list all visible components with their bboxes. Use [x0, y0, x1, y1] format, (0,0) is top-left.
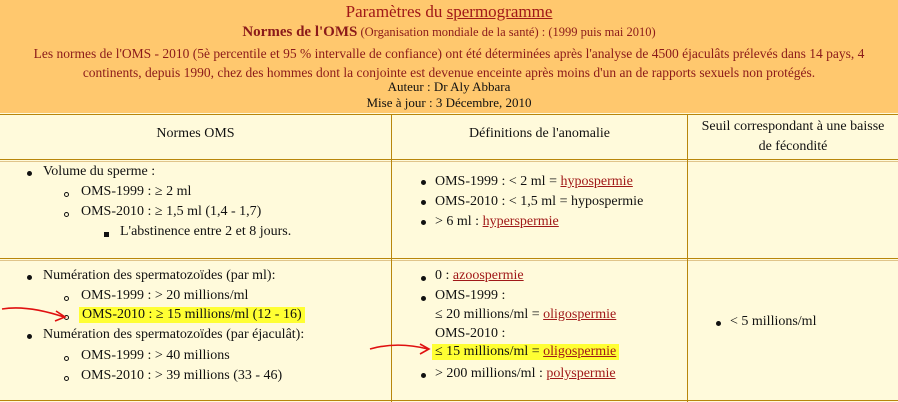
circle-bullet-icon — [64, 296, 69, 301]
circle-bullet-icon — [64, 192, 69, 197]
threshold-count: < 5 millions/ml — [730, 314, 817, 329]
def-volume-high: > 6 ml : hyperspermie — [435, 214, 559, 229]
description: Les normes de l'OMS - 2010 (5è percentile et 95 % intervalle de confiance) ont été déterminées après l'analyse de 4500 éjaculâts prélevés dans 14 pays, 4 continents, depuis 1990, chez des hommes dont la conjointe est devenue enceinte après moins d'un an de rapports sexuels non protégés. — [33, 46, 865, 80]
page-title: Paramètres du spermogramme — [345, 2, 553, 21]
col-header-threshold: Seuil correspondant à une baisse de fécondité — [701, 119, 885, 154]
def-count-1999: ≤ 20 millions/ml = oligospermie — [435, 307, 617, 322]
table-border-top — [0, 114, 898, 115]
row-divider — [0, 258, 898, 259]
col-header-norms: Normes OMS — [156, 126, 235, 141]
norms-table — [0, 113, 898, 402]
oligospermie-link[interactable]: oligospermie — [543, 307, 617, 322]
bullet-icon — [27, 171, 32, 176]
def-azoospermie: 0 : azoospermie — [435, 268, 524, 283]
def-count-2010-highlighted: ≤ 15 millions/ml = oligospermie — [432, 344, 619, 360]
count-per-ml-label: Numération des spermatozoïdes (par ml): — [43, 268, 276, 283]
bullet-icon — [421, 276, 426, 281]
table-border-bottom — [0, 400, 898, 401]
count-ml-2010-highlighted: OMS-2010 : ≥ 15 millions/ml (12 - 16) — [79, 307, 305, 323]
spermogramme-link[interactable]: spermogramme — [446, 2, 553, 21]
page-header — [0, 0, 898, 113]
oligospermie-link-2[interactable]: oligospermie — [543, 344, 617, 359]
bullet-icon — [421, 200, 426, 205]
square-bullet-icon — [104, 232, 109, 237]
count-ejac-1999: OMS-1999 : > 40 millions — [81, 348, 230, 363]
hypospermie-link[interactable]: hypospermie — [560, 174, 633, 189]
update-date: Mise à jour : 3 Décembre, 2010 — [366, 95, 532, 110]
page-subtitle: Normes de l'OMS (Organisation mondiale de la santé) : (1999 puis mai 2010) — [242, 24, 656, 40]
bullet-icon — [421, 180, 426, 185]
col-divider-2 — [687, 114, 688, 402]
row-divider-shadow — [0, 260, 898, 261]
table-header-divider — [0, 159, 898, 160]
annotation-arrow-icon — [368, 339, 434, 359]
count-ml-1999: OMS-1999 : > 20 millions/ml — [81, 288, 249, 303]
bullet-icon — [27, 275, 32, 280]
circle-bullet-icon — [64, 212, 69, 217]
table-header-divider-shadow — [0, 161, 898, 162]
def-count-2010-label: OMS-2010 : — [435, 326, 506, 341]
count-per-ejaculate-label: Numération des spermatozoïdes (par éjaculât): — [43, 327, 305, 342]
volume-label: Volume du sperme : — [43, 164, 156, 179]
bullet-icon — [421, 296, 426, 301]
circle-bullet-icon — [64, 356, 69, 361]
bullet-icon — [716, 321, 721, 326]
abstinence-note: L'abstinence entre 2 et 8 jours. — [120, 224, 292, 239]
bullet-icon — [421, 220, 426, 225]
def-volume-1999: OMS-1999 : < 2 ml = hypospermie — [435, 174, 633, 189]
col-header-definitions: Définitions de l'anomalie — [469, 126, 610, 141]
bullet-icon — [421, 373, 426, 378]
bullet-icon — [27, 334, 32, 339]
hyperspermie-link[interactable]: hyperspermie — [482, 214, 559, 229]
count-ejac-2010: OMS-2010 : > 39 millions (33 - 46) — [81, 368, 283, 383]
volume-2010: OMS-2010 : ≥ 1,5 ml (1,4 - 1,7) — [81, 204, 262, 219]
volume-1999: OMS-1999 : ≥ 2 ml — [81, 184, 192, 199]
circle-bullet-icon — [64, 376, 69, 381]
azoospermie-link[interactable]: azoospermie — [452, 268, 524, 283]
annotation-arrow-icon — [0, 303, 70, 327]
polyspermie-link[interactable]: polyspermie — [546, 366, 616, 381]
def-count-1999-label: OMS-1999 : — [435, 288, 506, 303]
def-polyspermie: > 200 millions/ml : polyspermie — [435, 366, 616, 381]
def-volume-2010: OMS-2010 : < 1,5 ml = hypospermie — [435, 194, 644, 209]
author: Auteur : Dr Aly Abbara — [387, 79, 511, 94]
